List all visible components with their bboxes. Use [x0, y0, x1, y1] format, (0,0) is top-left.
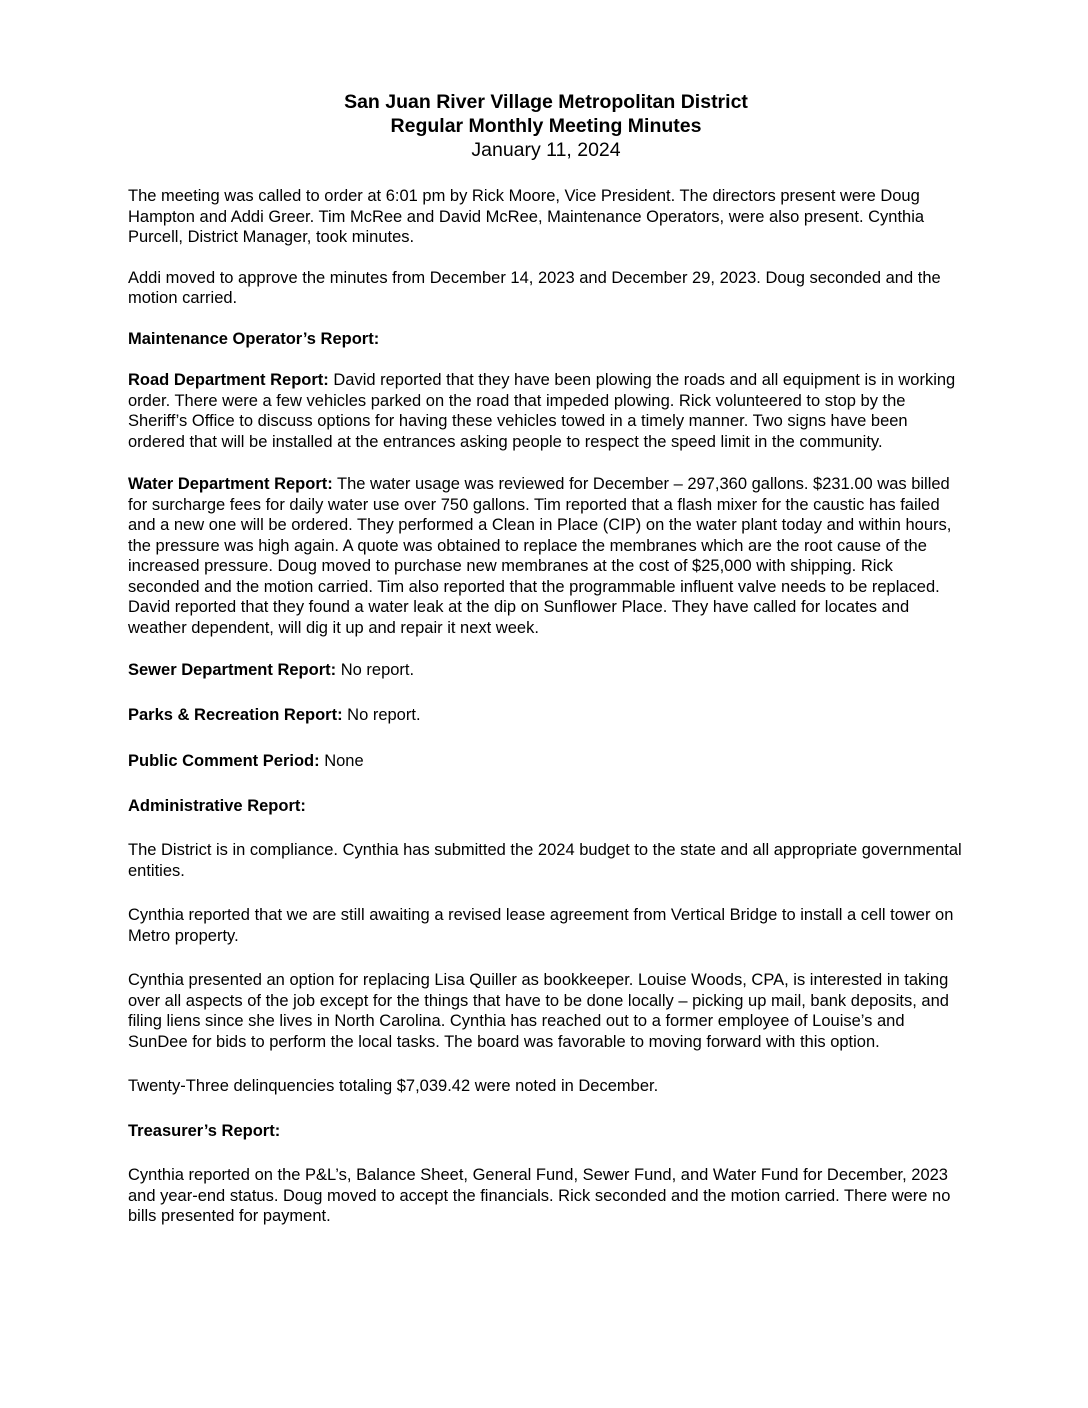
road-department-label: Road Department Report: — [128, 371, 329, 389]
admin-compliance-paragraph: The District is in compliance. Cynthia has submitted the 2024 budget to the state and all appropriate governmental entities. — [128, 841, 962, 880]
document-title: Regular Monthly Meeting Minutes — [390, 115, 702, 137]
water-department-text: The water usage was reviewed for December – 297,360 gallons. $231.00 was billed for surcharge fees for daily water use over 750 gallons. Tim reported that a flash mixer for the caustic has failed and a new one will be ordered. They performed a Clean in Place (CIP) on the water plant today and within hours, the pressure was high again. A quote was obtained to replace the membranes which are the root cause of the increased pressure. Doug moved to purchase new membranes at the cost of $25,000 with shipping. Rick seconded and the motion carried. Tim also reported that the programmable influent valve needs to be replaced. David reported that they found a water leak at the dip on Sunflower Place. They have called for locates and weather dependent, will dig it up and repair it next week. — [128, 475, 952, 637]
meeting-date: January 11, 2024 — [471, 139, 621, 161]
district-name: San Juan River Village Metropolitan District — [344, 91, 748, 113]
parks-recreation-label: Parks & Recreation Report: — [128, 705, 343, 724]
water-department-paragraph — [128, 474, 964, 638]
road-department-text: David reported that they have been plowing the roads and all equipment is in working order. There were a few vehicles parked on the road that impeded plowing. Rick volunteered to stop by the Sheriff’s Office to discuss options for having these vehicles towed in a timely manner. Two signs have been ordered that will be installed at the entrances asking people to respect the speed limit in the community. — [128, 371, 956, 451]
parks-recreation-paragraph — [128, 705, 964, 726]
treasurer-report-paragraph: Cynthia reported on the P&L’s, Balance Sheet, General Fund, Sewer Fund, and Water Fund for December, 2023 and year-end status. Doug moved to accept the financials. Rick seconded and the motion carried. There were no bills presented for payment. — [128, 1166, 951, 1225]
document-page — [128, 90, 964, 1227]
document-header — [128, 90, 964, 162]
water-department-label: Water Department Report: — [128, 475, 333, 493]
public-comment-label: Public Comment Period: — [128, 752, 320, 770]
public-comment-paragraph — [128, 751, 964, 772]
administrative-report-heading: Administrative Report: — [128, 796, 306, 815]
sewer-department-text: No report. — [336, 661, 415, 679]
admin-bookkeeper-paragraph: Cynthia presented an option for replacing Lisa Quiller as bookkeeper. Louise Woods, CPA, is interested in taking over all aspects of the job except for the things that have to be done locally – picking up mail, bank deposits, and filing liens since she lives in North Carolina. Cynthia has reached out to a former employee of Louise’s and SunDee for bids to perform the local tasks. The board was favorable to moving forward with this option. — [128, 971, 949, 1051]
maintenance-report-heading: Maintenance Operator’s Report: — [128, 329, 380, 348]
admin-lease-paragraph: Cynthia reported that we are still awaiting a revised lease agreement from Vertical Bridge to install a cell tower on Metro property. — [128, 906, 954, 945]
admin-delinquencies-paragraph: Twenty-Three delinquencies totaling $7,039.42 were noted in December. — [128, 1077, 659, 1095]
parks-recreation-text: No report. — [342, 705, 421, 724]
public-comment-text: None — [319, 752, 364, 770]
treasurer-report-heading: Treasurer’s Report: — [128, 1121, 281, 1140]
road-department-paragraph — [128, 370, 964, 452]
sewer-department-paragraph — [128, 660, 964, 681]
call-to-order-paragraph: The meeting was called to order at 6:01 pm by Rick Moore, Vice President. The directors present were Doug Hampton and Addi Greer. Tim McRee and David McRee, Maintenance Operators, were also present. Cynthia Purcell, District Manager, took minutes. — [128, 187, 925, 246]
sewer-department-label: Sewer Department Report: — [128, 661, 337, 679]
approve-minutes-paragraph: Addi moved to approve the minutes from December 14, 2023 and December 29, 2023. Doug seconded and the motion carried. — [128, 268, 941, 307]
